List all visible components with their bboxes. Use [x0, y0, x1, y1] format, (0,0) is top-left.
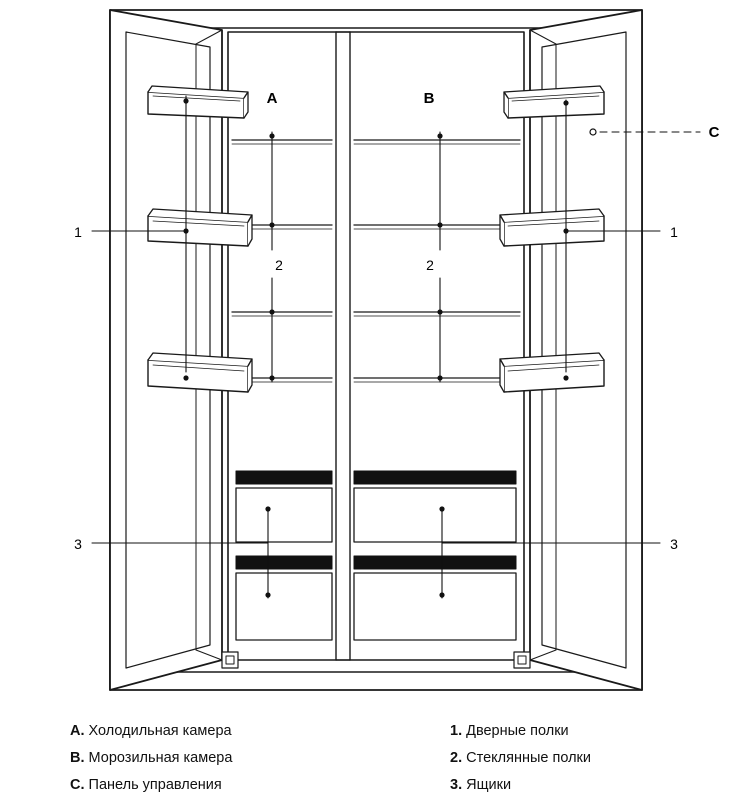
callout-2-left: 2 [275, 257, 283, 273]
legend-item-c [70, 772, 232, 799]
legend-text-b: Морозильная камера [88, 750, 233, 766]
legend-item-2 [450, 745, 591, 772]
legend-key-1: 1. [450, 723, 463, 739]
legend-text-2: Стеклянные полки [466, 750, 591, 766]
legend-key-b: B. [70, 750, 85, 766]
label-compartment-b: B [423, 90, 435, 107]
label-control-panel: C [708, 124, 720, 141]
legend-item-3 [450, 772, 591, 799]
control-panel-marker [590, 129, 596, 135]
callout-1-right: 1 [670, 224, 678, 240]
legend-column-right [450, 718, 591, 799]
legend [0, 700, 752, 798]
legend-item-a [70, 718, 232, 745]
callout-3-left: 3 [74, 536, 82, 552]
legend-key-3: 3. [450, 777, 463, 793]
label-compartment-a: A [266, 90, 278, 107]
legend-key-a: A. [70, 723, 85, 739]
legend-key-c: C. [70, 777, 85, 793]
legend-column-left [70, 718, 232, 799]
legend-text-c: Панель управления [88, 777, 222, 793]
callout-3-right: 3 [670, 536, 678, 552]
legend-key-2: 2. [450, 750, 463, 766]
right-drawers [354, 471, 516, 640]
callout-1-left: 1 [74, 224, 82, 240]
legend-text-3: Ящики [466, 777, 512, 793]
left-drawers [236, 471, 332, 640]
legend-text-a: Холодильная камера [88, 723, 232, 739]
legend-item-1 [450, 718, 591, 745]
legend-item-b [70, 745, 232, 772]
legend-text-1: Дверные полки [466, 723, 569, 739]
callout-2-right: 2 [426, 257, 434, 273]
